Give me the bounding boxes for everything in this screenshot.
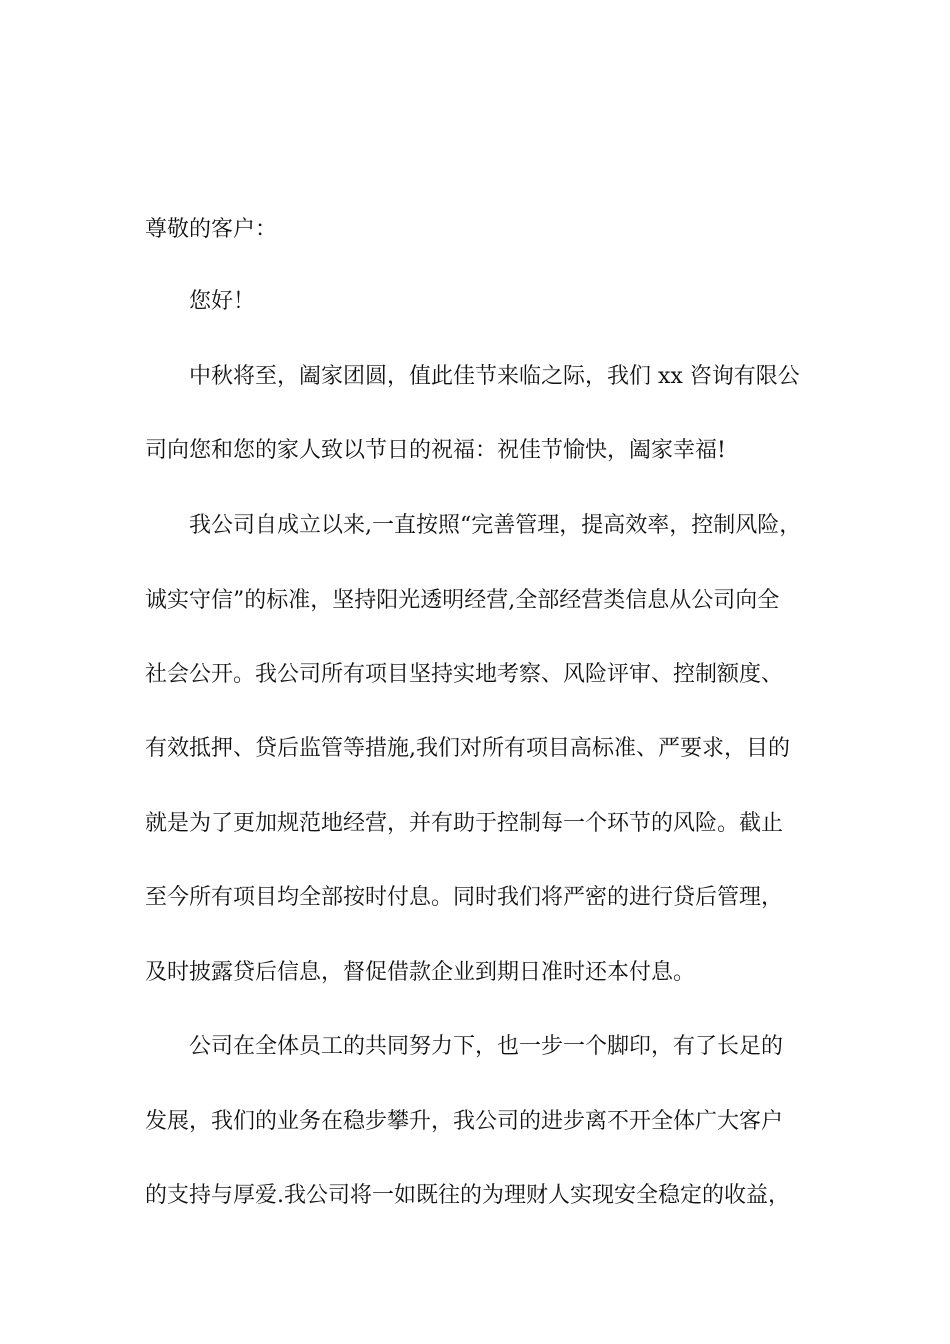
paragraph-2-line-1: 我公司自成立以来,一直按照“完善管理，提高效率，控制风险， (189, 513, 802, 538)
paragraph-2-line-4: 有效抵押、贷后监管等措施,我们对所有项目高标准、严要求，目的 (145, 736, 790, 761)
paragraph-2-line-7: 及时披露贷后信息，督促借款企业到期日准时还本付息。 (145, 960, 696, 985)
paragraph-2-line-5: 就是为了更加规范地经营，并有助于控制每一个环节的风险。截止 (145, 811, 784, 836)
paragraph-2-line-3: 社会公开。我公司所有项目坚持实地考察、风险评审、控制额度、 (145, 662, 784, 687)
paragraph-1-line-2: 司向您和您的家人致以节日的祝福：祝佳节愉快，阖家幸福! (145, 438, 726, 463)
paragraph-2-line-6: 至今所有项目均全部按时付息。同时我们将严密的进行贷后管理， (145, 885, 784, 910)
greeting: 您好！ (189, 289, 256, 314)
paragraph-1-line-1: 中秋将至，阖家团圆，值此佳节来临之际，我们 xx 咨询有限公 (189, 364, 800, 389)
paragraph-3-line-3: 的支持与厚爱.我公司将一如既往的为理财人实现安全稳定的收益， (145, 1183, 790, 1208)
paragraph-2-line-2: 诚实守信”的标准，坚持阳光透明经营,全部经营类信息从公司向全 (145, 588, 780, 613)
paragraph-3-line-1: 公司在全体员工的共同努力下，也一步一个脚印，有了长足的 (189, 1034, 784, 1059)
salutation: 尊敬的客户： (145, 217, 278, 242)
paragraph-3-line-2: 发展，我们的业务在稳步攀升，我公司的进步离不开全体广大客户 (145, 1109, 784, 1134)
